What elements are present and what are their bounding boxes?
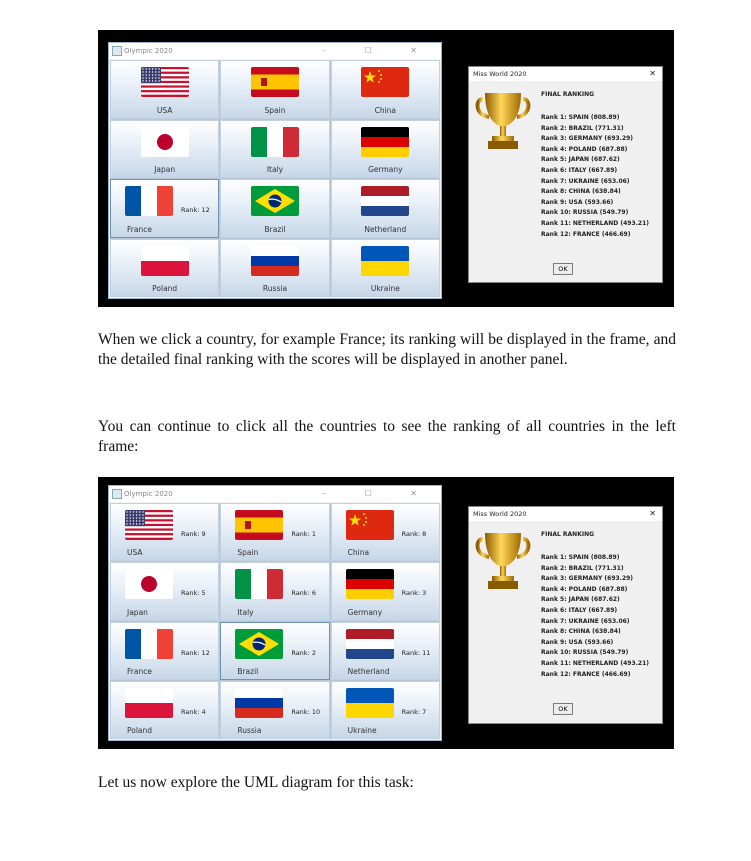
ranking-item: Rank 8: CHINA (638.84) [541, 628, 621, 636]
spain-flag-icon [235, 510, 283, 540]
ranking-item: Rank 7: UKRAINE (653.06) [541, 177, 630, 185]
country-button-ukraine[interactable] [331, 239, 440, 298]
rank-label: Rank: 6 [291, 589, 316, 598]
close-icon[interactable]: ✕ [649, 509, 656, 518]
ranking-item: Rank 9: USA (593.66) [541, 638, 614, 646]
olympic-window-title: Olympic 2020 [124, 490, 173, 498]
country-button-russia[interactable] [220, 681, 329, 739]
ranking-item: Rank 7: UKRAINE (653.06) [541, 617, 630, 625]
country-button-russia[interactable] [220, 239, 329, 298]
ok-button[interactable]: OK [553, 263, 573, 275]
screenshot-1 [98, 30, 674, 307]
rank-label: Rank: 5 [181, 589, 206, 598]
country-name: Ukraine [370, 284, 400, 293]
country-name: France [127, 224, 152, 234]
ranking-item: Rank 4: POLAND (687.88) [541, 145, 628, 153]
miss-world-title: Miss World 2020 [473, 70, 527, 78]
final-ranking-title: FINAL RANKING [541, 91, 595, 98]
country-button-poland[interactable] [110, 239, 219, 298]
paragraph-2: You can continue to click all the countries to see the ranking of all countries in the left frame: [98, 418, 676, 455]
ranking-list [541, 113, 649, 240]
java-app-icon [112, 489, 122, 499]
japan-flag-icon [125, 569, 173, 599]
rank-label: Rank: 1 [291, 530, 316, 538]
rank-label: Rank: 11 [401, 648, 431, 657]
java-app-icon [112, 46, 122, 56]
japan-flag-icon [141, 127, 189, 157]
olympic-window [108, 42, 442, 299]
ranking-list [541, 553, 649, 680]
olympic-titlebar [109, 43, 441, 59]
miss-world-titlebar [469, 67, 662, 81]
country-button-france[interactable] [110, 179, 219, 238]
ranking-item: Rank 3: GERMANY (693.29) [541, 575, 634, 583]
country-name: Netherland [347, 666, 390, 676]
country-grid [110, 503, 440, 739]
ranking-item: Rank 11: NETHERLAND (493.21) [541, 659, 650, 667]
country-name: France [127, 666, 152, 676]
ranking-item: Rank 12: FRANCE (466.69) [541, 670, 631, 678]
ranking-item: Rank 2: BRAZIL (771.31) [541, 564, 624, 572]
country-button-france[interactable] [110, 622, 219, 680]
ranking-item: Rank 6: ITALY (667.89) [541, 606, 618, 614]
ok-button[interactable]: OK [553, 703, 573, 715]
country-name: Russia [262, 284, 288, 293]
country-name: Russia [237, 726, 262, 735]
russia-flag-icon [251, 246, 299, 276]
brazil-flag-icon [235, 629, 283, 659]
country-button-poland[interactable] [110, 681, 219, 739]
country-name: Germany [347, 607, 383, 617]
window-controls[interactable]: – ☐ ✕ [322, 489, 435, 498]
ranking-item: Rank 9: USA (593.66) [541, 198, 614, 206]
country-name: Brazil [237, 666, 259, 676]
brazil-flag-icon [251, 186, 299, 216]
country-button-germany[interactable] [331, 562, 440, 620]
poland-flag-icon [141, 246, 189, 276]
miss-world-window [468, 66, 663, 283]
miss-world-window [468, 506, 663, 724]
country-name: Poland [152, 284, 178, 293]
country-name: Brazil [264, 224, 286, 234]
olympic-window [108, 485, 442, 741]
country-button-japan[interactable] [110, 120, 219, 179]
close-icon[interactable]: ✕ [649, 69, 656, 78]
netherlands-flag-icon [346, 629, 394, 659]
russia-flag-icon [235, 688, 283, 718]
germany-flag-icon [361, 127, 409, 157]
ranking-item: Rank 1: SPAIN (808.89) [541, 554, 620, 561]
ranking-item: Rank 10: RUSSIA (549.79) [541, 209, 629, 217]
olympic-titlebar [109, 486, 441, 502]
country-name: Netherland [364, 224, 407, 234]
final-ranking-title: FINAL RANKING [541, 531, 595, 538]
trophy-icon [475, 529, 531, 593]
ranking-item: Rank 1: SPAIN (808.89) [541, 114, 620, 121]
country-button-italy[interactable] [220, 562, 329, 620]
ranking-item: Rank 11: NETHERLAND (493.21) [541, 219, 650, 227]
country-button-usa[interactable] [110, 503, 219, 561]
ranking-item: Rank 5: JAPAN (687.62) [541, 156, 620, 164]
france-flag-icon [125, 629, 173, 659]
paragraph-1: When we click a country, for example France; its ranking will be displayed in the frame, and the detailed final ranking with the scores will be displayed in another panel. [98, 331, 676, 368]
country-button-brazil[interactable] [220, 622, 329, 680]
rank-label: Rank: 7 [401, 707, 427, 716]
rank-label: Rank: 12 [181, 206, 210, 214]
country-name: Poland [127, 726, 153, 735]
rank-label: Rank: 3 [401, 589, 427, 598]
olympic-window-title: Olympic 2020 [124, 47, 173, 55]
ranking-item: Rank 10: RUSSIA (549.79) [541, 649, 629, 657]
country-button-usa[interactable] [110, 60, 219, 119]
usa-flag-icon [141, 67, 189, 97]
rank-label: Rank: 9 [181, 530, 206, 538]
country-name: Italy [266, 165, 284, 174]
screenshot-2 [98, 477, 674, 749]
france-flag-icon [125, 186, 173, 216]
country-button-netherlands[interactable] [331, 179, 440, 238]
paragraph-3: Let us now explore the UML diagram for this task: [98, 774, 414, 791]
country-name: Spain [264, 105, 286, 115]
spain-flag-icon [251, 67, 299, 97]
rank-label: Rank: 8 [401, 530, 427, 538]
country-name: Germany [368, 165, 403, 174]
ukraine-flag-icon [346, 688, 394, 718]
rank-label: Rank: 2 [291, 648, 316, 657]
miss-world-title: Miss World 2020 [473, 510, 527, 518]
miss-world-titlebar [469, 507, 662, 521]
country-name: Ukraine [347, 726, 377, 735]
ukraine-flag-icon [361, 246, 409, 276]
country-button-germany[interactable] [331, 120, 440, 179]
country-button-china[interactable] [331, 503, 440, 561]
poland-flag-icon [125, 688, 173, 718]
country-name: Spain [237, 548, 259, 558]
italy-flag-icon [235, 569, 283, 599]
country-button-china[interactable] [331, 60, 440, 119]
ranking-item: Rank 8: CHINA (638.84) [541, 188, 621, 196]
ranking-item: Rank 6: ITALY (667.89) [541, 166, 618, 174]
netherlands-flag-icon [361, 186, 409, 216]
country-name: China [374, 105, 397, 115]
country-button-brazil[interactable] [220, 179, 329, 238]
country-grid [110, 60, 440, 297]
ranking-item: Rank 2: BRAZIL (771.31) [541, 124, 624, 132]
country-button-ukraine[interactable] [331, 681, 440, 739]
italy-flag-icon [251, 127, 299, 157]
country-button-netherlands[interactable] [331, 622, 440, 680]
ranking-item: Rank 4: POLAND (687.88) [541, 585, 628, 593]
country-name: Italy [237, 607, 254, 617]
rank-label: Rank: 10 [291, 707, 321, 716]
country-name: USA [156, 105, 173, 115]
china-flag-icon [346, 510, 394, 540]
ranking-item: Rank 12: FRANCE (466.69) [541, 230, 631, 238]
ranking-item: Rank 5: JAPAN (687.62) [541, 596, 620, 604]
country-button-japan[interactable] [110, 562, 219, 620]
window-controls[interactable]: – ☐ ✕ [322, 46, 435, 55]
country-name: Japan [154, 165, 176, 174]
country-button-italy[interactable] [220, 120, 329, 179]
china-flag-icon [361, 67, 409, 97]
country-button-spain[interactable] [220, 503, 329, 561]
country-name: Japan [127, 607, 148, 617]
rank-label: Rank: 4 [181, 707, 206, 716]
country-name: China [347, 548, 370, 558]
country-button-spain[interactable] [220, 60, 329, 119]
ranking-item: Rank 3: GERMANY (693.29) [541, 135, 634, 143]
trophy-icon [475, 89, 531, 153]
usa-flag-icon [125, 510, 173, 540]
country-name: USA [127, 548, 143, 558]
rank-label: Rank: 12 [181, 648, 210, 657]
germany-flag-icon [346, 569, 394, 599]
